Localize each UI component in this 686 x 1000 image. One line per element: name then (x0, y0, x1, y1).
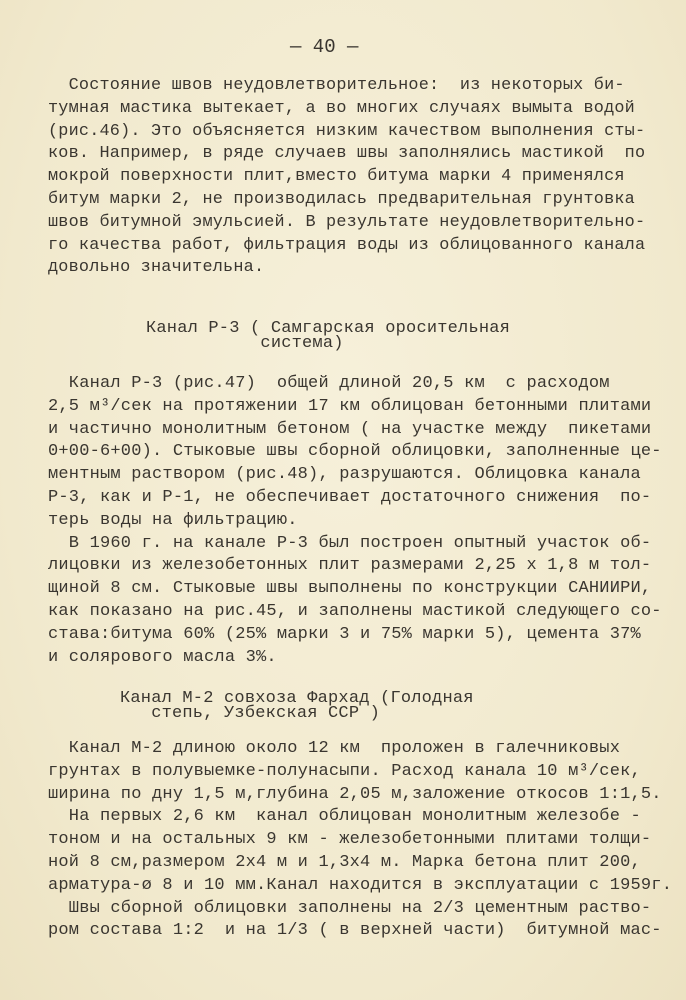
paragraph-seam-condition (48, 75, 645, 280)
text-line: и частично монолитным бетоном ( на участке между пикетами (48, 419, 652, 439)
text-line: терь воды на фильтрацию. (48, 510, 298, 530)
paragraph-canal-m2 (48, 738, 672, 943)
text-line: 2,5 м³/сек на протяжении 17 км облицован бетонными плитами (48, 396, 652, 416)
text-line: В 1960 г. на канале Р-3 был построен опытный участок об- (48, 533, 652, 553)
text-line: щиной 8 см. Стыковые швы выполнены по конструкции САНИИРИ, (48, 579, 652, 599)
text-line: тоном и на остальных 9 км - железобетонными плитами толщи- (48, 830, 652, 850)
section-heading-canal-m2 (120, 691, 474, 721)
heading-line: Канал Р-3 ( Самгарская оросительная (146, 319, 511, 338)
heading-line: степь, Узбекская ССР ) (120, 704, 381, 723)
text-line: Швы сборной облицовки заполнены на 2/3 цементным раство- (48, 898, 652, 918)
text-line: довольно значительна. (48, 258, 265, 278)
text-line: и солярового масла 3%. (48, 647, 277, 667)
text-line: става:битума 60% (25% марки 3 и 75% марки 5), цемента 37% (48, 624, 641, 644)
text-line: ширина по дну 1,5 м,глубина 2,05 м,заложение откосов 1:1,5. (48, 784, 662, 804)
text-line: ков. Например, в ряде случаев швы заполнялись мастикой по (48, 144, 646, 164)
text-line: швов битумной эмульсией. В результате неудовлетворительно- (48, 212, 646, 232)
heading-line: Канал М-2 совхоза Фархад (Голодная (120, 689, 474, 708)
text-line: тумная мастика вытекает, а во многих случаях вымыта водой (48, 98, 635, 118)
text-line: Состояние швов неудовлетворительное: из некоторых би- (48, 76, 625, 95)
text-line: (рис.46). Это объясняется низким качеством выполнения сты- (48, 121, 646, 141)
text-line: лицовки из железобетонных плит размерами 2,25 х 1,8 м тол- (48, 556, 652, 576)
page-number: — 40 — (290, 36, 359, 58)
section-heading-canal-r3 (146, 321, 510, 351)
paragraph-canal-r3 (48, 373, 662, 669)
text-line: ментным раствором (рис.48), разрушаются. Облицовка канала (48, 465, 641, 485)
text-line: ром состава 1:2 и на 1/3 ( в верхней части) битумной мас- (48, 921, 662, 941)
text-line: го качества работ, фильтрация воды из облицованного канала (48, 235, 646, 255)
heading-line: система) (146, 334, 344, 353)
text-line: грунтах в полувыемке-полунасыпи. Расход канала 10 м³/сек, (48, 761, 641, 781)
text-line: Канал М-2 длиною около 12 км проложен в галечниковых (48, 739, 621, 758)
text-line: Канал Р-3 (рис.47) общей длиной 20,5 км с расходом (48, 374, 610, 393)
text-line: 0+00-6+00). Стыковые швы сборной облицовки, заполненные це- (48, 442, 662, 462)
text-line: битум марки 2, не производилась предварительная грунтовка (48, 189, 635, 209)
text-line: как показано на рис.45, и заполнены мастикой следующего со- (48, 601, 662, 621)
text-line: ной 8 см,размером 2х4 м и 1,3х4 м. Марка бетона плит 200, (48, 852, 641, 872)
text-line: Р-3, как и Р-1, не обеспечивает достаточного снижения по- (48, 487, 652, 507)
text-line: мокрой поверхности плит,вместо битума марки 4 применялся (48, 167, 625, 187)
text-line: арматура-ø 8 и 10 мм.Канал находится в эксплуатации с 1959г. (48, 875, 673, 895)
text-line: На первых 2,6 км канал облицован монолитным железобе - (48, 807, 641, 827)
